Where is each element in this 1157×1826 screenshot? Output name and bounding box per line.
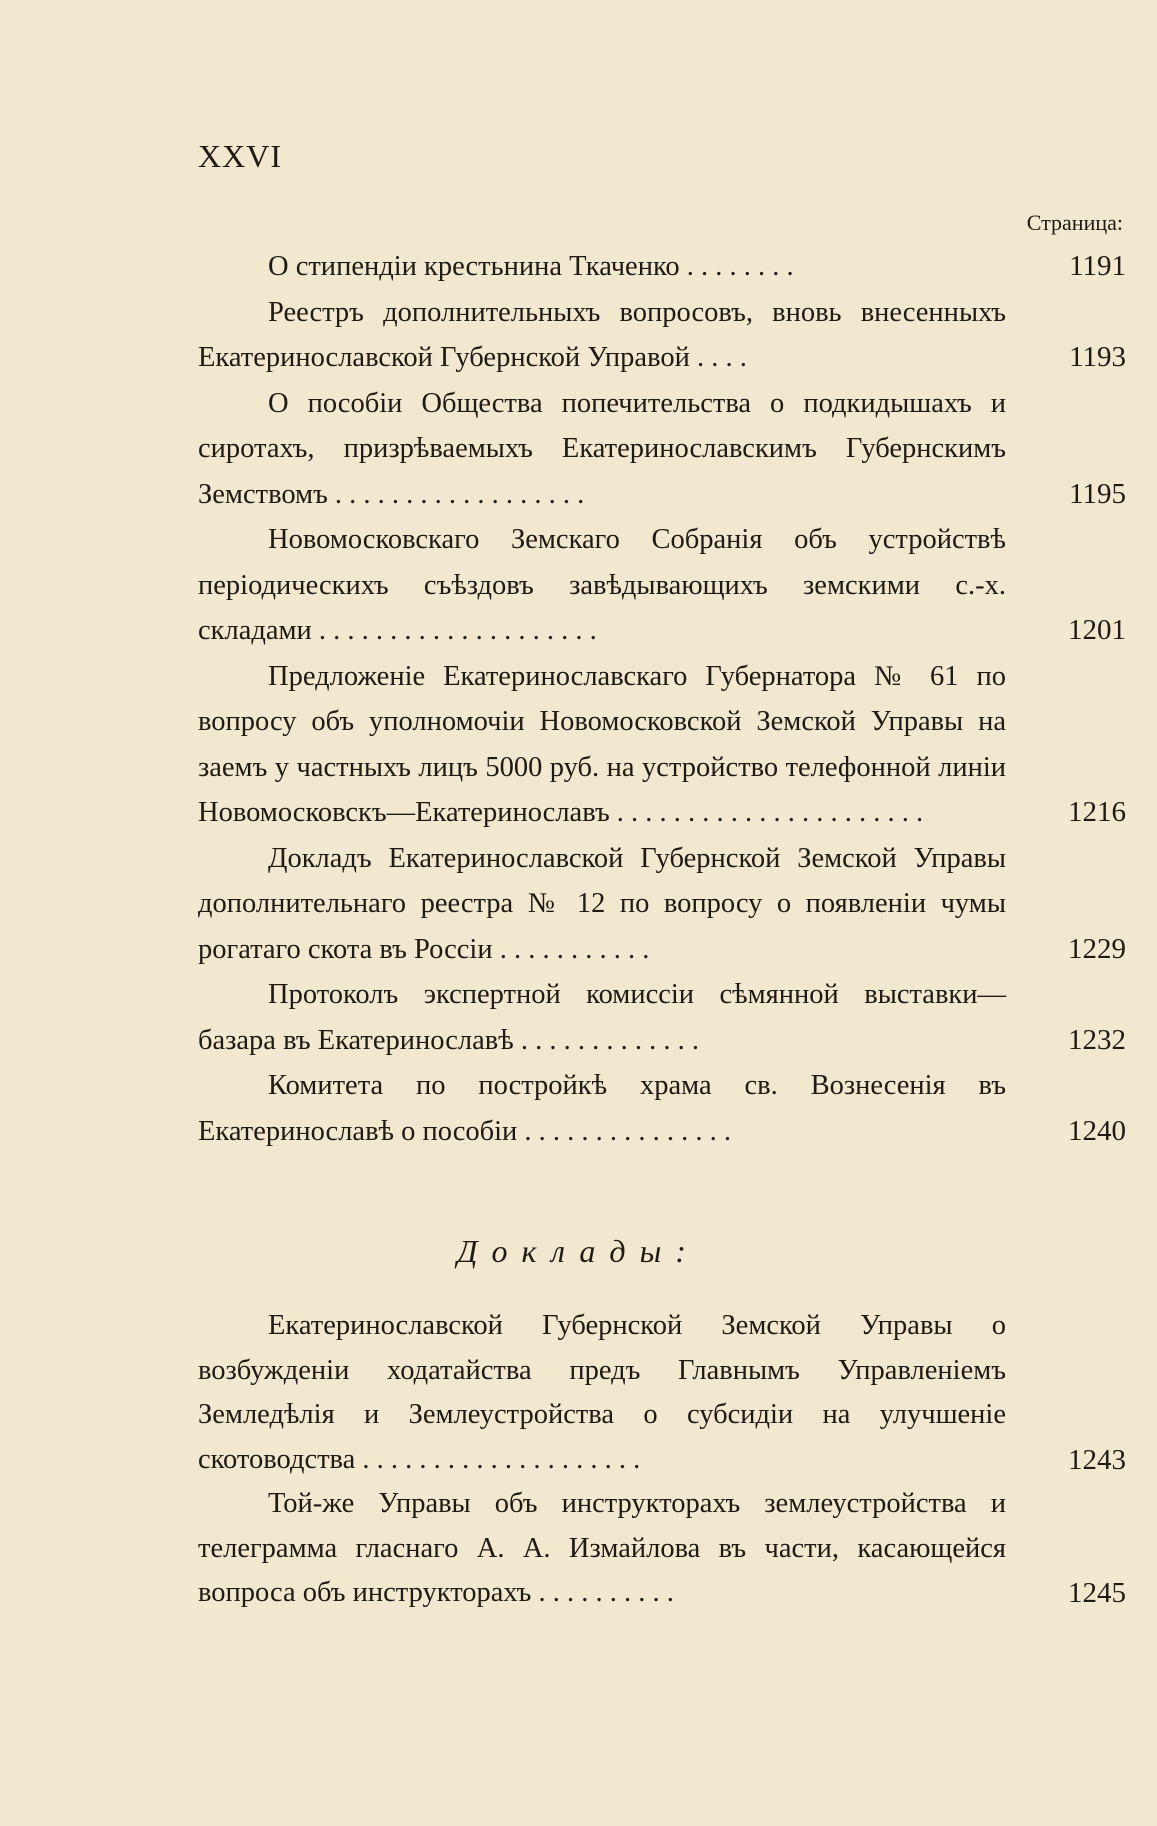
contents-entry [198,1063,1126,1154]
entry-page: 1240 [1068,1114,1126,1147]
entry-page: 1216 [1068,796,1126,828]
contents-entry [198,836,1126,973]
entry-page: 1229 [1068,932,1126,965]
entry-page: 1193 [1069,341,1126,373]
contents-entry [198,244,1126,290]
contents-entry [198,654,1126,836]
contents-entry [198,972,1126,1063]
entry-page: 1243 [1068,1443,1126,1476]
entry-title: Новомосковскаго Земскаго Собранiя объ устройствѣ перiодическихъ съѣздовъ завѣдывающихъ земскими с.-х. складами . . . . . . . . . . . . . . . . . . . . [198,524,1006,646]
contents-entry [198,381,1126,518]
reports-list [198,1304,1126,1616]
entry-page: 1195 [1069,477,1126,510]
report-entry [198,1482,1126,1616]
entry-title: Той-же Управы объ инструкторахъ землеустройства и телеграмма гласнаго А. А. Измайлова въ части, касающейся вопроса объ инструкторахъ . . . . . . . . . . [198,1488,1006,1608]
entry-title: Екатеринославской Губернской Земской Управы о возбужденiи ходатайства предъ Главнымъ Управленiемъ Земледѣлiя и Землеустройства о субсидiи на улучшенiе скотоводства . . . . . . . . . . . . . . . . . . . . [198,1310,1006,1475]
page-column-header: Страница: [1026,210,1123,235]
section-heading: Доклады: [457,1233,700,1269]
entry-title: О стипендiи крестьнина Ткаченко . . . . . . . . [268,251,794,282]
contents-entry [198,517,1126,654]
entry-title: Комитета по постройкѣ храма св. Вознесенiя въ Екатеринославѣ о пособiи . . . . . . . . . . . . . . . [198,1070,1006,1147]
report-entry [198,1304,1126,1482]
entry-title: Протоколъ экспертной комиссiи сѣмянной выставки—базара въ Екатеринославѣ . . . . . . . . . . . . . [198,979,1006,1056]
page-number: XXVI [198,138,282,174]
entry-page: 1191 [1069,250,1126,282]
entry-title: Предложенiе Екатеринославскаго Губернатора № 61 по вопросу объ уполномочiи Новомосковской Земской Управы на заемъ у частныхъ лицъ 5000 руб. на устройство телефонной линiи Новомосковскъ—Екатеринославъ . . . . . . . . . . . . . . . . . . . . . . [198,660,1006,828]
entry-page: 1232 [1068,1023,1126,1056]
contents-list [198,244,1126,1154]
entry-page: 1201 [1068,614,1126,646]
entry-title: О пособiи Общества попечительства о подкидышахъ и сиротахъ, призрѣваемыхъ Екатеринославскимъ Губернскимъ Земствомъ . . . . . . . . . . . . . . . . . . [198,387,1006,510]
entry-title: Реестръ дополнительныхъ вопросовъ, вновь внесенныхъ Екатеринославской Губернской Управой . . . . [198,296,1006,373]
contents-entry [198,290,1126,381]
entry-page: 1245 [1068,1577,1126,1609]
entry-title: Докладъ Екатеринославской Губернской Земской Управы дополнительнаго реестра № 12 по вопросу о появленiи чумы рогатаго скота въ Россiи . . . . . . . . . . . [198,842,1006,965]
